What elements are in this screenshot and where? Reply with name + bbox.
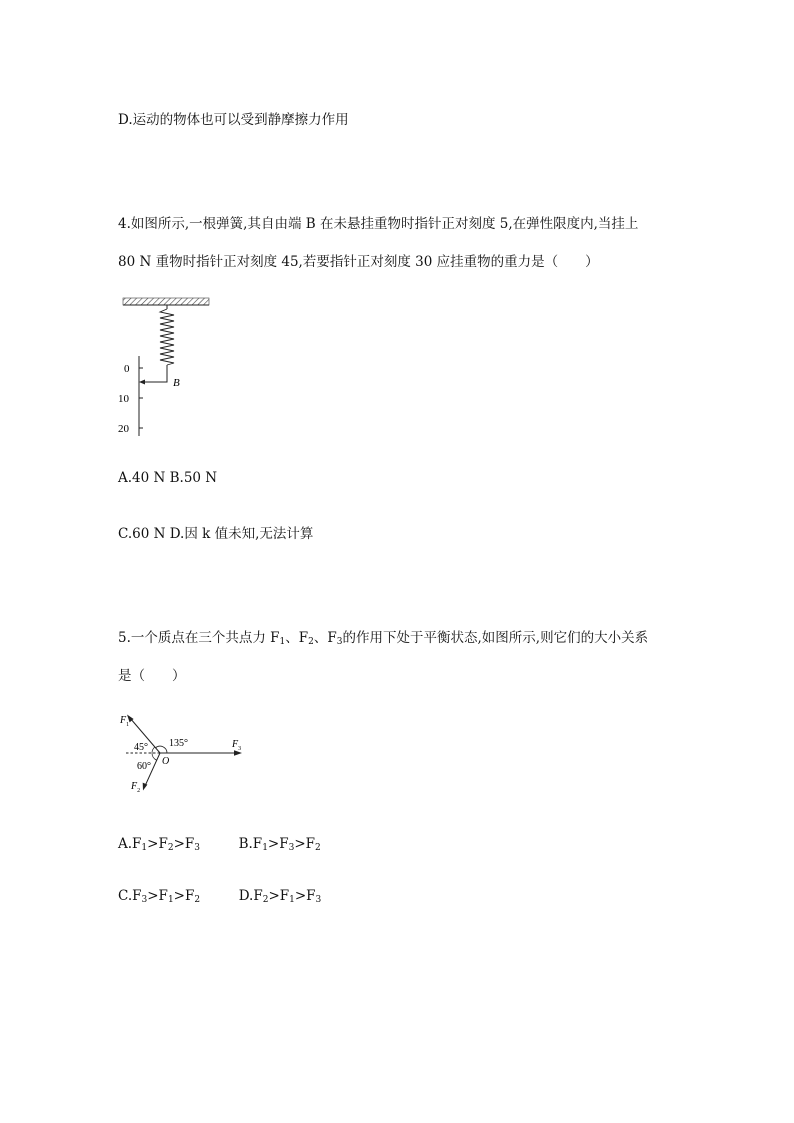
spring-scale-figure <box>112 294 222 444</box>
q5-option-a: $A.F_1>F_2>F_3$ <box>118 836 200 853</box>
q3-option-d: D.运动的物体也可以受到静摩擦力作用 <box>118 112 349 128</box>
q5-stem-line2: 是（ ） <box>118 668 186 684</box>
point-label-b: B <box>173 377 180 389</box>
tick-label-10: 10 <box>118 393 129 405</box>
angle-label-60: 60° <box>137 761 151 772</box>
q5-option-d: $D.F_2>F_1>F_3$ <box>238 888 322 905</box>
f2-label: $F_2$ <box>131 781 141 794</box>
ceiling <box>123 298 209 305</box>
q5-option-c: $C.F_3>F_1>F_2$ <box>118 888 201 905</box>
q5-stem-line1: 5.一个质点在三个共点力 $F_1$、$F_2$、$F_3$的作用下处于平衡状态,如图所示,则它们的大小关系 <box>118 630 649 647</box>
q5-options-row2 <box>118 888 321 904</box>
tick-label-0: 0 <box>124 363 130 375</box>
q4-stem-line1: 4.如图所示,一根弹簧,其自由端 B 在未悬挂重物时指针正对刻度 5,在弹性限度内,当挂上 <box>118 216 639 232</box>
angle-label-45: 45° <box>134 742 148 753</box>
q5-options-row1 <box>118 836 321 852</box>
spring-coil <box>160 309 174 365</box>
f1-label: $F_1$ <box>120 715 130 728</box>
pointer-b <box>142 369 167 382</box>
q4-options-row2: C.60 N D.因 k 值未知,无法计算 <box>118 526 314 542</box>
force-diagram <box>112 706 252 806</box>
q4-stem-line2: 80 N 重物时指针正对刻度 45,若要指针正对刻度 30 应挂重物的重力是（ ） <box>118 254 599 270</box>
tick-label-20: 20 <box>118 423 129 435</box>
angle-label-135: 135° <box>169 738 188 749</box>
q4-options-row1: A.40 N B.50 N <box>118 470 218 486</box>
f3-label: $F_3$ <box>232 739 242 752</box>
q5-option-b: $B.F_1>F_3>F_2$ <box>238 836 321 853</box>
origin-label: O <box>162 756 170 767</box>
